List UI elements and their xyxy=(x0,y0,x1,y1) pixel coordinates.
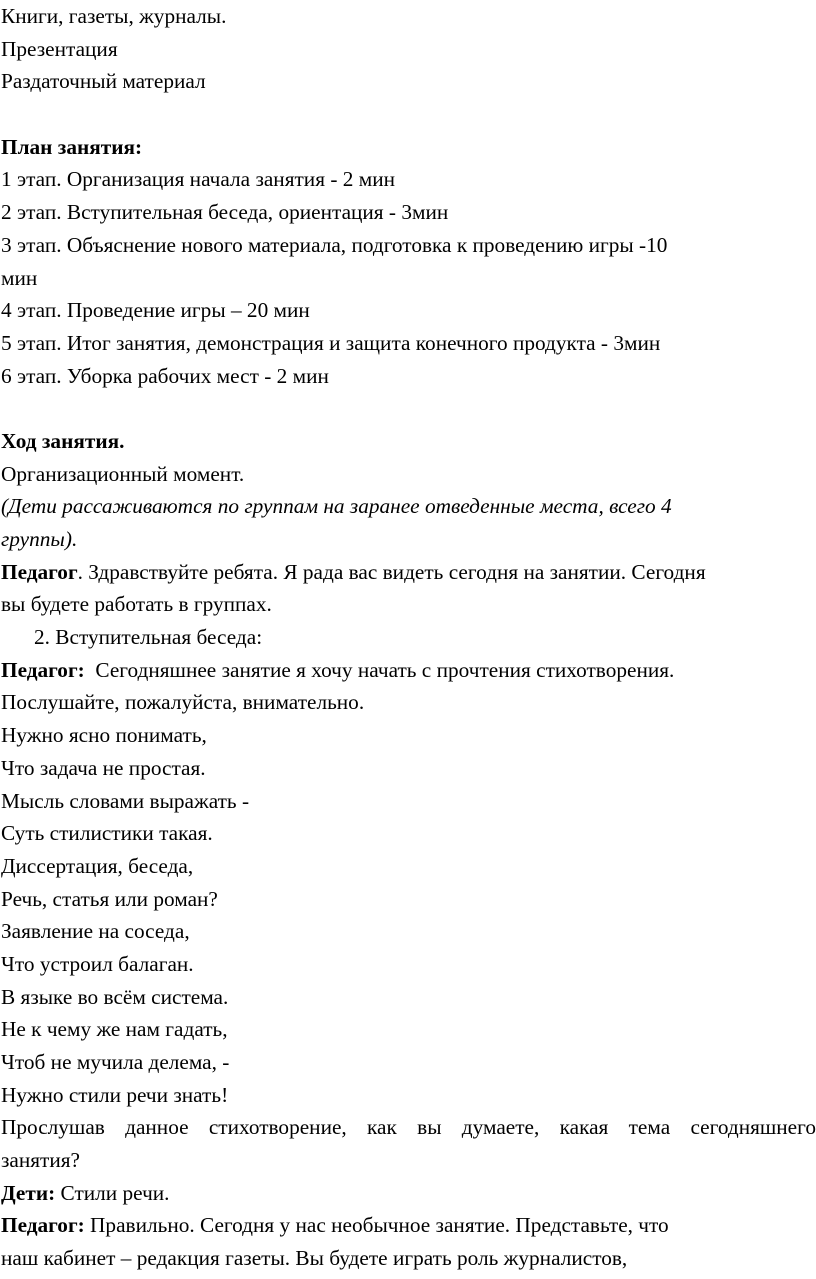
poem-line-11: Чтоб не мучила делема, - xyxy=(1,1050,230,1074)
plan-stage-3-continuation: мин xyxy=(1,265,38,290)
plan-heading: План занятия: xyxy=(1,134,143,159)
poem-line-10: Не к чему же нам гадать, xyxy=(1,1017,228,1042)
blank-line xyxy=(1,392,816,425)
blank-line xyxy=(1,98,816,131)
teacher-greeting-line-1 xyxy=(1,556,816,589)
teacher-intro-line-1 xyxy=(1,654,816,687)
plan-stage-4: 4 этап. Проведение игры – 20 мин xyxy=(1,298,310,323)
speaker-teacher: Педагог: xyxy=(1,1213,85,1238)
teacher-intro-line-2: Послушайте, пожалуйста, внимательно. xyxy=(1,690,365,715)
stage-direction-line-2: группы). xyxy=(1,527,78,551)
plan-stage-2: 2 этап. Вступительная беседа, ориентация - 3мин xyxy=(1,200,449,225)
children-answer xyxy=(1,1177,816,1210)
teacher-confirm-line-2: наш кабинет – редакция газеты. Вы будете играть роль журналистов, xyxy=(1,1246,628,1271)
speaker-teacher: Педагог: xyxy=(1,657,85,682)
teacher-greeting-line-2: вы будете работать в группах. xyxy=(1,592,272,617)
poem-line-6: Речь, статья или роман? xyxy=(1,886,218,911)
teacher-intro-text: Сегодняшнее занятие я хочу начать с прочтения стихотворения. xyxy=(84,657,675,682)
materials-line-handouts: Раздаточный материал xyxy=(1,69,206,94)
poem-line-12: Нужно стили речи знать! xyxy=(1,1082,229,1107)
children-answer-text: Стили речи. xyxy=(55,1180,170,1205)
teacher-greeting-text: . Здравствуйте ребята. Я рада вас видеть сегодня на занятии. Сегодня xyxy=(77,559,706,584)
poem-line-9: В языке во всём система. xyxy=(1,984,229,1009)
document-page xyxy=(1,0,816,1275)
stage-2-heading: 2. Вступительная беседа: xyxy=(34,625,263,650)
poem-line-3: Мысль словами выражать - xyxy=(1,788,250,813)
question-line-1: Прослушав данное стихотворение, как вы думаете, какая тема сегодняшнего xyxy=(1,1115,816,1140)
plan-stage-6: 6 этап. Уборка рабочих мест - 2 мин xyxy=(1,363,329,388)
materials-line-presentation: Презентация xyxy=(1,36,118,61)
speaker-children: Дети: xyxy=(1,1180,56,1205)
stage-direction-line-1: (Дети рассаживаются по группам на заранее отведенные места, всего 4 xyxy=(1,494,672,519)
teacher-confirm-line-1 xyxy=(1,1209,816,1242)
poem-line-1: Нужно ясно понимать, xyxy=(1,723,207,748)
teacher-confirm-text: Правильно. Сегодня у нас необычное занятие. Представьте, что xyxy=(84,1213,669,1238)
poem-line-7: Заявление на соседа, xyxy=(1,919,190,944)
materials-line-books: Книги, газеты, журналы. xyxy=(1,4,227,28)
question-line-2: занятия? xyxy=(1,1148,81,1173)
plan-stage-5: 5 этап. Итог занятия, демонстрация и защита конечного продукта - 3мин xyxy=(1,330,661,355)
poem-line-4: Суть стилистики такая. xyxy=(1,821,213,846)
plan-stage-1: 1 этап. Организация начала занятия - 2 мин xyxy=(1,167,395,192)
poem-line-5: Диссертация, беседа, xyxy=(1,853,194,878)
speaker-teacher: Педагог xyxy=(1,559,78,584)
poem-line-8: Что устроил балаган. xyxy=(1,951,194,976)
org-moment: Организационный момент. xyxy=(1,461,245,486)
poem-line-2: Что задача не простая. xyxy=(1,755,206,780)
plan-stage-3: 3 этап. Объяснение нового материала, подготовка к проведению игры -10 xyxy=(1,232,668,257)
course-heading: Ход занятия. xyxy=(1,428,125,453)
